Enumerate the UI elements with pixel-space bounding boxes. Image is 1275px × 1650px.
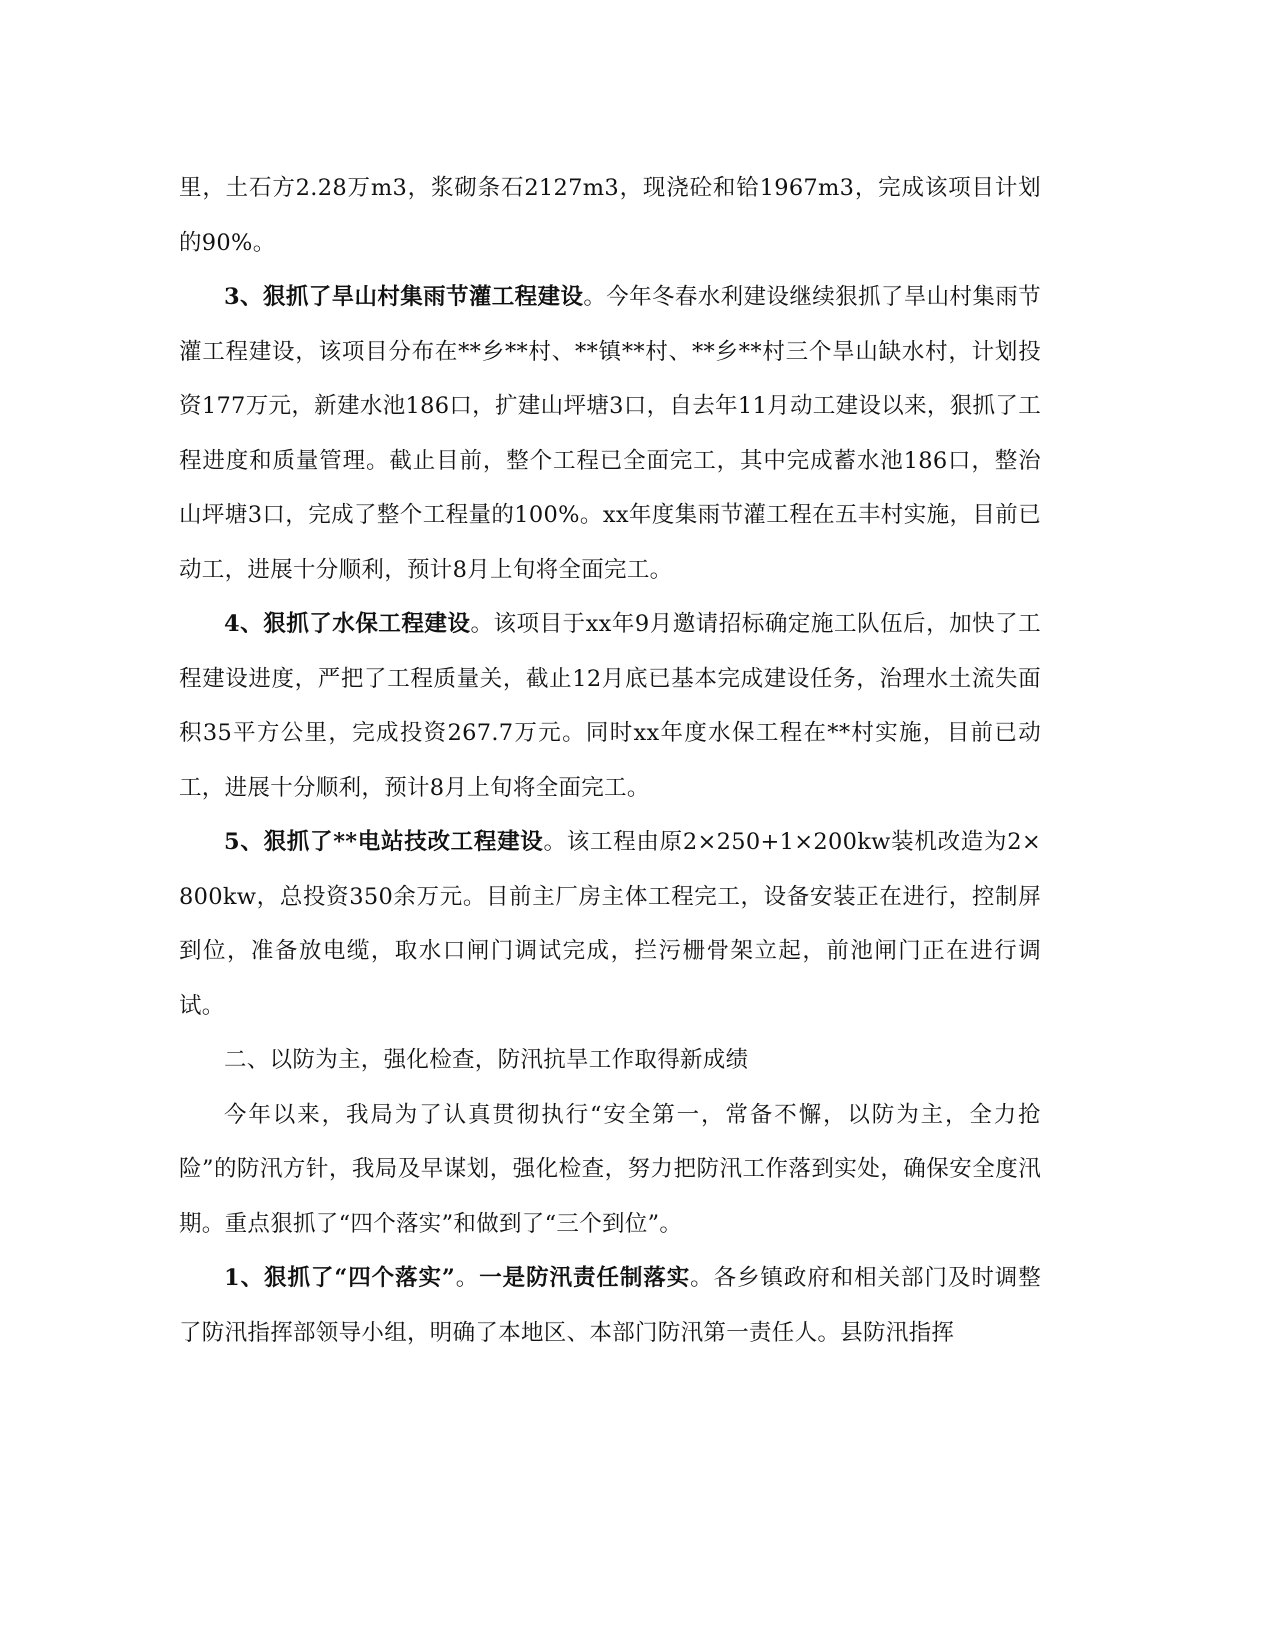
paragraph-text: 。今年冬春水利建设继续狠抓了旱山村集雨节灌工程建设，该项目分布在**乡**村、**镇**村、**乡**村三个旱山缺水村，计划投资177万元，新建水池186口，扩建山坪塘3口，自去年11月动工建设以来，狠抓了工程进度和质量管理。截止目前，整个工程已全面完工，其中完成蓄水池186口，整治山坪塘3口，完成了整个工程量的100%。xx年度集雨节灌工程在五丰村实施，目前已动工，进展十分顺利，预计8月上旬将全面完工。 [179, 284, 1041, 583]
paragraph-subheading: 一是防汛责任制落实 [479, 1265, 691, 1291]
paragraph-heading: 1、狠抓了“四个落实” [224, 1265, 456, 1291]
paragraph-text: 。该工程由原2×250+1×200kw装机改造为2×800kw，总投资350余万元。目前主厂房主体工程完工，设备安装正在进行，控制屏到位，准备放电缆，取水口闸门调试完成，拦污栅骨架立起，前池闸门正在进行调试。 [179, 829, 1041, 1019]
paragraph-heading: 4、狠抓了水保工程建设 [224, 611, 471, 637]
paragraph-rain-irrigation [179, 270, 1041, 597]
paragraph-continuation [179, 161, 1041, 270]
paragraph-separator: 。 [455, 1265, 480, 1291]
section-heading-flood-control [179, 1033, 1041, 1088]
paragraph-heading: 5、狠抓了**电站技改工程建设 [224, 829, 544, 855]
paragraph-four-implementations [179, 1251, 1041, 1360]
paragraph-flood-policy [179, 1088, 1041, 1252]
paragraph-soil-conservation [179, 597, 1041, 815]
paragraph-text: 。该项目于xx年9月邀请招标确定施工队伍后，加快了工程建设进度，严把了工程质量关，截止12月底已基本完成建设任务，治理水土流失面积35平方公里，完成投资267.7万元。同时xx年度水保工程在**村实施，目前已动工，进展十分顺利，预计8月上旬将全面完工。 [179, 611, 1041, 801]
paragraph-text: 。各乡镇政府和相关部门及时调整了防汛指挥部领导小组，明确了本地区、本部门防汛第一责任人。县防汛指挥 [179, 1265, 1041, 1346]
section-heading-text: 二、以防为主，强化检查，防汛抗旱工作取得新成绩 [224, 1047, 749, 1073]
paragraph-text: 今年以来，我局为了认真贯彻执行“安全第一，常备不懈，以防为主，全力抢险”的防汛方针，我局及早谋划，强化检查，努力把防汛工作落到实处，确保安全度汛期。重点狠抓了“四个落实”和做到了“三个到位”。 [179, 1101, 1041, 1237]
document-body [179, 161, 1041, 1360]
paragraph-heading: 3、狠抓了旱山村集雨节灌工程建设 [224, 284, 584, 310]
paragraph-power-station [179, 815, 1041, 1033]
paragraph-text: 里，土石方2.28万m3，浆砌条石2127m3，现浇砼和铪1967m3，完成该项目计划的90%。 [179, 175, 1041, 256]
